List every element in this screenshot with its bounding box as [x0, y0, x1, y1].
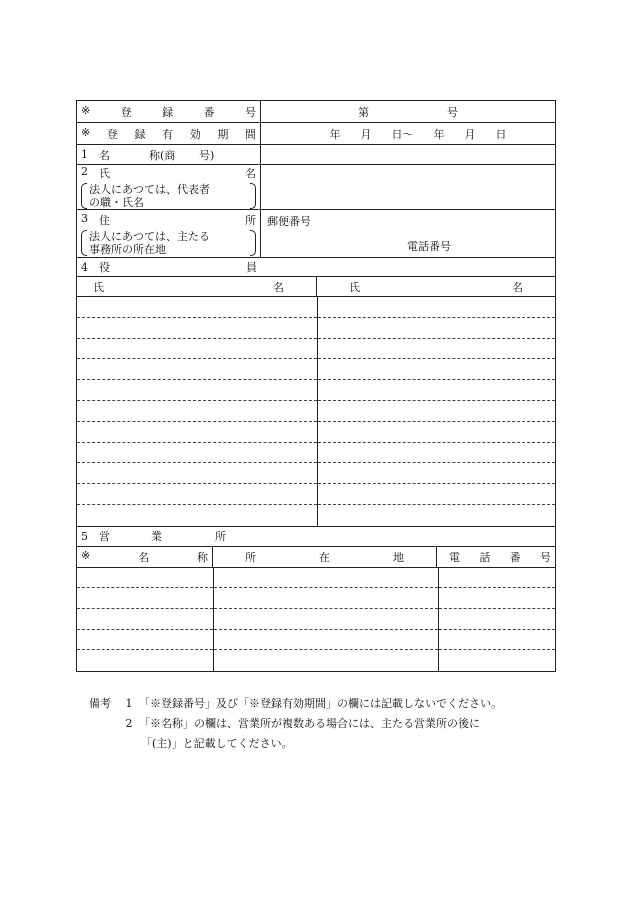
label-char: 業: [151, 530, 162, 544]
offices-label: [77, 527, 261, 546]
name-label: [77, 165, 261, 209]
officers-col-left-header: [77, 277, 317, 296]
address-label: [77, 210, 261, 257]
officer-entry-cell[interactable]: [77, 380, 317, 401]
office-location-cell[interactable]: [214, 609, 438, 630]
sub-line: 法人にあつては、主たる: [89, 229, 210, 243]
office-location-cell[interactable]: [214, 588, 438, 609]
note-text-continuation: 「(主)」と記載してください。: [141, 737, 293, 750]
officer-entry-cell[interactable]: [77, 297, 317, 318]
note-number: 2: [125, 717, 133, 730]
office-name-cell[interactable]: [77, 630, 213, 651]
label-char: 録: [134, 127, 146, 141]
label-char: 営: [99, 530, 110, 544]
label-char: 号: [244, 105, 256, 119]
name-value[interactable]: [261, 165, 555, 209]
row-trade-name: [77, 145, 555, 165]
offices-col-name: [77, 568, 214, 671]
officers-table: [77, 297, 555, 527]
label-char: 員: [246, 261, 257, 274]
label-char: 有: [162, 127, 174, 141]
row-officers-header: [77, 258, 555, 277]
name-sub-bracket: [81, 183, 256, 209]
office-phone-cell[interactable]: [439, 568, 555, 589]
offices-col-phone-header: [437, 547, 555, 567]
officer-entry-cell[interactable]: [318, 401, 555, 422]
officer-entry-cell[interactable]: [318, 359, 555, 380]
officer-entry-cell[interactable]: [318, 297, 555, 318]
header-char: 番: [509, 550, 521, 564]
label-char: 所: [215, 530, 226, 544]
header-char: 名: [512, 280, 523, 294]
registration-form: [76, 100, 556, 672]
label-char: 所: [245, 213, 256, 227]
header-char: ※: [81, 548, 91, 562]
header-char: 氏: [349, 280, 360, 294]
officer-entry-cell[interactable]: [77, 484, 317, 505]
value-char: 年: [433, 127, 445, 141]
notes-label-spacer: [89, 714, 119, 734]
trade-name-label: [77, 145, 261, 164]
postal-code-label: 郵便番号: [267, 215, 311, 228]
header-char: 名: [273, 280, 284, 294]
label-char: 称(商: [149, 148, 176, 162]
offices-col-phone: [439, 568, 555, 671]
officer-entry-cell[interactable]: [318, 505, 555, 526]
offices-col-location-header: [213, 547, 437, 567]
officer-entry-cell[interactable]: [318, 380, 555, 401]
row-validity-period: [77, 123, 555, 145]
offices-col-name-header: [77, 547, 213, 567]
label-char: 効: [189, 127, 201, 141]
header-char: 話: [479, 550, 491, 564]
officer-entry-cell[interactable]: [77, 318, 317, 339]
sub-line: 事務所の所在地: [89, 242, 166, 256]
item-number: 3: [81, 211, 88, 225]
officers-label: [77, 258, 261, 276]
item-number: 2: [81, 165, 88, 178]
offices-table: [77, 568, 555, 671]
officers-col-left: [77, 297, 318, 526]
office-phone-cell[interactable]: [439, 609, 555, 630]
phone-label: 電話番号: [407, 240, 451, 253]
sub-line: 法人にあつては、代表者: [89, 183, 210, 196]
item-number: 4: [81, 260, 88, 274]
row-offices-header: [77, 527, 555, 547]
offices-col-location: [214, 568, 439, 671]
label-char: 期: [217, 127, 229, 141]
trade-name-value[interactable]: [261, 145, 555, 164]
value-char: 号: [447, 105, 458, 119]
office-location-cell[interactable]: [214, 568, 438, 589]
officer-entry-cell[interactable]: [318, 443, 555, 464]
officers-col-right-header: [317, 277, 555, 296]
officer-entry-cell[interactable]: [77, 422, 317, 443]
notes-label: 備考: [89, 697, 111, 710]
officer-entry-cell[interactable]: [77, 505, 317, 526]
label-char: 号): [199, 148, 215, 162]
offices-column-header: [77, 547, 555, 568]
row-address: [77, 210, 555, 258]
sub-line: の職・氏名: [89, 196, 144, 209]
value-char: 日〜: [391, 127, 414, 141]
note-number: 1: [125, 697, 133, 710]
note-item-2: [89, 714, 569, 734]
header-char: 電: [449, 550, 460, 564]
officer-entry-cell[interactable]: [77, 401, 317, 422]
office-name-cell[interactable]: [77, 609, 213, 630]
officer-entry-cell[interactable]: [77, 463, 317, 484]
header-char: 地: [393, 550, 404, 564]
label-char: 番: [203, 105, 215, 119]
officer-entry-cell[interactable]: [77, 443, 317, 464]
office-name-cell[interactable]: [77, 650, 213, 671]
label-char: 名: [99, 148, 110, 162]
value-char: 月: [464, 127, 476, 141]
note-text: 「※登録番号」及び「※登録有効期間」の欄には記載しないでください。: [139, 697, 502, 710]
header-char: 在: [319, 550, 330, 564]
office-location-cell[interactable]: [214, 650, 438, 671]
officer-entry-cell[interactable]: [77, 339, 317, 360]
label-char: 登: [106, 127, 118, 141]
address-value[interactable]: [261, 210, 555, 257]
validity-period-label: [77, 123, 261, 144]
notes-section: [89, 694, 569, 754]
registration-number-label: [77, 101, 261, 122]
label-char: 登: [120, 105, 132, 119]
value-char: 日: [495, 127, 507, 141]
office-name-cell[interactable]: [77, 588, 213, 609]
header-char: 氏: [93, 280, 104, 294]
office-name-cell[interactable]: [77, 568, 213, 589]
officer-entry-cell[interactable]: [318, 339, 555, 360]
header-char: 号: [539, 550, 551, 564]
row-registration-number: [77, 101, 555, 123]
officer-entry-cell[interactable]: [318, 422, 555, 443]
label-char: 氏: [99, 167, 110, 180]
label-char: 名: [245, 167, 256, 180]
value-char: 第: [358, 105, 369, 119]
label-char: 間: [244, 127, 256, 141]
officers-col-right: [318, 297, 555, 526]
officer-entry-cell[interactable]: [77, 359, 317, 380]
item-number: 5: [81, 529, 88, 543]
label-char: 役: [99, 261, 110, 274]
office-phone-cell[interactable]: [439, 650, 555, 671]
office-phone-cell[interactable]: [439, 588, 555, 609]
office-phone-cell[interactable]: [439, 630, 555, 651]
validity-period-value[interactable]: [261, 123, 555, 144]
value-char: 月: [360, 127, 372, 141]
office-location-cell[interactable]: [214, 630, 438, 651]
officers-column-header: [77, 277, 555, 297]
value-char: 年: [329, 127, 341, 141]
header-char: 所: [245, 550, 256, 564]
label-char: ※: [81, 103, 91, 117]
officer-entry-cell[interactable]: [318, 318, 555, 339]
note-text: 「※名称」の欄は、営業所が複数ある場合には、主たる営業所の後に: [139, 717, 480, 730]
row-name: [77, 165, 555, 210]
address-sub-bracket: [81, 230, 256, 256]
label-char: 録: [162, 105, 174, 119]
header-char: 称: [197, 550, 208, 564]
label-char: ※: [81, 125, 91, 139]
officer-entry-cell[interactable]: [318, 463, 555, 484]
officer-entry-cell[interactable]: [318, 484, 555, 505]
item-number: 1: [81, 148, 88, 161]
label-char: 住: [99, 213, 110, 227]
registration-number-value[interactable]: [261, 101, 555, 122]
note-item-1: [89, 694, 569, 714]
header-char: 名: [138, 550, 150, 564]
